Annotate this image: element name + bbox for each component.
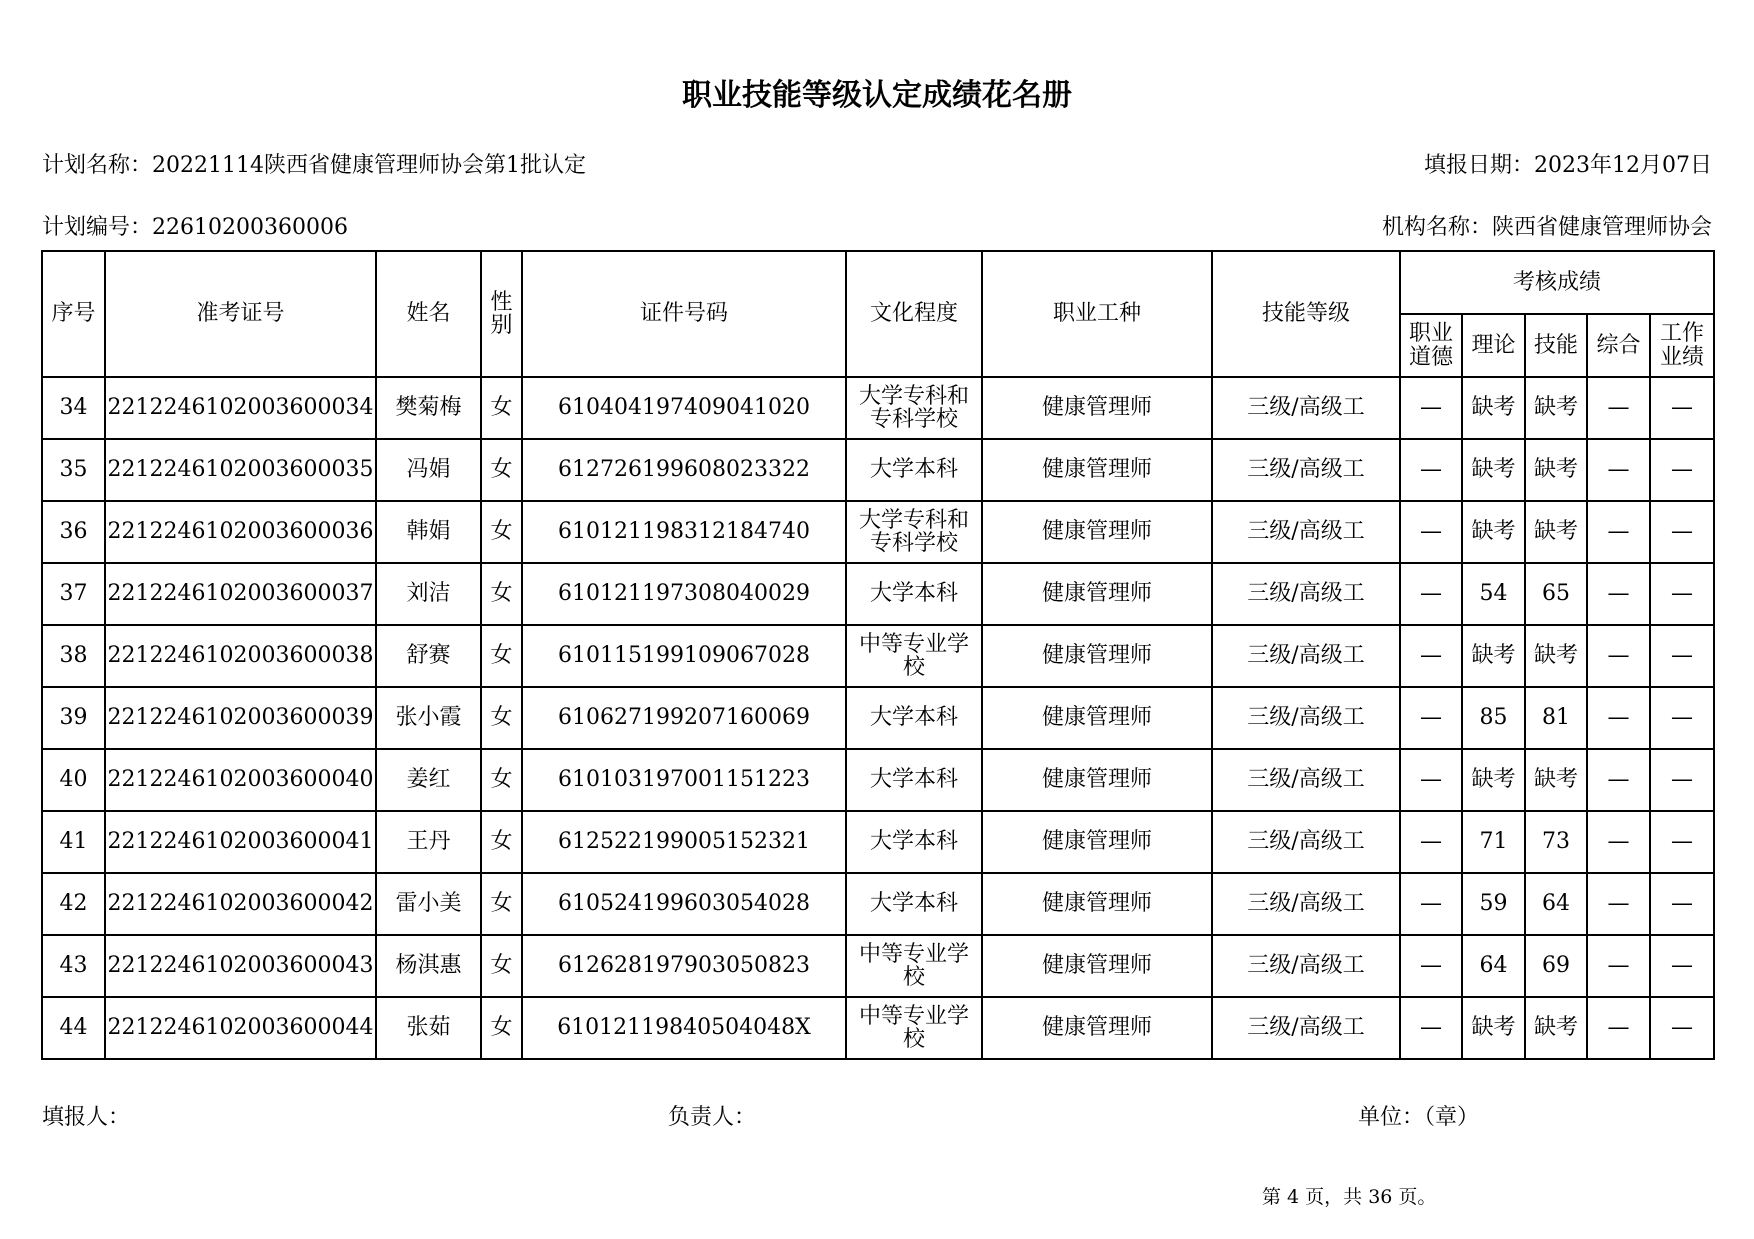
cell-comprehensive: — (1587, 439, 1650, 501)
cell-theory: 54 (1462, 563, 1525, 625)
cell-theory: 缺考 (1462, 439, 1525, 501)
table-row (42, 997, 1714, 1059)
header-id-no: 证件号码 (522, 251, 846, 377)
education-text: 大学本科 (869, 829, 958, 855)
header-ethics-label: 职业道德 (1408, 321, 1453, 370)
cell-education (846, 625, 982, 687)
cell-theory: 缺考 (1462, 501, 1525, 563)
header-seq: 序号 (42, 251, 105, 377)
cell-theory: 64 (1462, 935, 1525, 997)
cell-name: 樊菊梅 (376, 377, 481, 439)
org-name: 机构名称：陕西省健康管理师协会 (1381, 215, 1712, 240)
header-ethics (1400, 314, 1462, 377)
cell-comprehensive: — (1587, 997, 1650, 1059)
cell-occupation: 健康管理师 (982, 873, 1212, 935)
header-gender (481, 251, 522, 377)
cell-work-performance: — (1650, 439, 1714, 501)
cell-work-performance: — (1650, 935, 1714, 997)
cell-education (846, 749, 982, 811)
cell-exam-no: 2212246102003600043 (105, 935, 376, 997)
cell-seq: 39 (42, 687, 105, 749)
cell-comprehensive: — (1587, 749, 1650, 811)
header-work-performance (1650, 314, 1714, 377)
header-comprehensive: 综合 (1587, 314, 1650, 377)
cell-ethics: — (1400, 501, 1462, 563)
table-row (42, 563, 1714, 625)
cell-education (846, 811, 982, 873)
cell-skill-level: 三级/高级工 (1212, 997, 1400, 1059)
cell-exam-no: 2212246102003600042 (105, 873, 376, 935)
education-text: 大学本科 (869, 705, 958, 731)
cell-education (846, 439, 982, 501)
cell-theory: 缺考 (1462, 997, 1525, 1059)
cell-occupation: 健康管理师 (982, 439, 1212, 501)
education-text: 中等专业学校 (858, 631, 969, 680)
cell-education (846, 501, 982, 563)
cell-seq: 37 (42, 563, 105, 625)
header-occupation: 职业工种 (982, 251, 1212, 377)
cell-work-performance: — (1650, 501, 1714, 563)
cell-comprehensive: — (1587, 563, 1650, 625)
cell-occupation: 健康管理师 (982, 563, 1212, 625)
cell-skill: 缺考 (1525, 377, 1587, 439)
cell-ethics: — (1400, 873, 1462, 935)
cell-gender: 女 (481, 997, 522, 1059)
cell-id-no: 610121198312184740 (522, 501, 846, 563)
cell-skill: 缺考 (1525, 625, 1587, 687)
cell-skill-level: 三级/高级工 (1212, 935, 1400, 997)
header-exam-no: 准考证号 (105, 251, 376, 377)
cell-skill-level: 三级/高级工 (1212, 501, 1400, 563)
cell-ethics: — (1400, 377, 1462, 439)
cell-ethics: — (1400, 439, 1462, 501)
table-row (42, 873, 1714, 935)
cell-id-no: 612628197903050823 (522, 935, 846, 997)
header-work-performance-label: 工作业绩 (1659, 321, 1704, 370)
cell-theory: 85 (1462, 687, 1525, 749)
cell-occupation: 健康管理师 (982, 997, 1212, 1059)
cell-exam-no: 2212246102003600039 (105, 687, 376, 749)
header-name: 姓名 (376, 251, 481, 377)
cell-name: 舒赛 (376, 625, 481, 687)
cell-gender: 女 (481, 501, 522, 563)
cell-id-no: 610404197409041020 (522, 377, 846, 439)
cell-comprehensive: — (1587, 501, 1650, 563)
report-date: 填报日期：2023年12月07日 (1424, 153, 1712, 178)
header-assessment: 考核成绩 (1400, 251, 1714, 314)
cell-name: 杨淇惠 (376, 935, 481, 997)
cell-gender: 女 (481, 935, 522, 997)
cell-id-no: 610115199109067028 (522, 625, 846, 687)
cell-skill: 64 (1525, 873, 1587, 935)
header-education: 文化程度 (846, 251, 982, 377)
page-number: 第 4 页，共 36 页。 (1262, 1186, 1437, 1208)
education-text: 大学本科 (869, 891, 958, 917)
cell-seq: 44 (42, 997, 105, 1059)
header-skill-level: 技能等级 (1212, 251, 1400, 377)
cell-education (846, 377, 982, 439)
cell-skill: 65 (1525, 563, 1587, 625)
cell-exam-no: 2212246102003600044 (105, 997, 376, 1059)
education-text: 中等专业学校 (858, 941, 969, 990)
cell-id-no: 610103197001151223 (522, 749, 846, 811)
cell-exam-no: 2212246102003600035 (105, 439, 376, 501)
cell-seq: 40 (42, 749, 105, 811)
cell-skill-level: 三级/高级工 (1212, 873, 1400, 935)
table-row (42, 749, 1714, 811)
cell-education (846, 687, 982, 749)
cell-name: 张茹 (376, 997, 481, 1059)
cell-skill-level: 三级/高级工 (1212, 625, 1400, 687)
cell-work-performance: — (1650, 687, 1714, 749)
cell-gender: 女 (481, 439, 522, 501)
cell-theory: 缺考 (1462, 377, 1525, 439)
cell-education (846, 997, 982, 1059)
plan-name: 计划名称：20221114陕西省健康管理师协会第1批认定 (42, 153, 586, 178)
cell-occupation: 健康管理师 (982, 811, 1212, 873)
cell-skill: 69 (1525, 935, 1587, 997)
cell-seq: 35 (42, 439, 105, 501)
cell-theory: 71 (1462, 811, 1525, 873)
cell-comprehensive: — (1587, 811, 1650, 873)
cell-id-no: 610121197308040029 (522, 563, 846, 625)
cell-work-performance: — (1650, 563, 1714, 625)
cell-seq: 43 (42, 935, 105, 997)
cell-ethics: — (1400, 997, 1462, 1059)
table-row (42, 439, 1714, 501)
cell-comprehensive: — (1587, 687, 1650, 749)
footer-responsible: 负责人： (668, 1105, 757, 1130)
cell-skill: 缺考 (1525, 997, 1587, 1059)
roster-body (42, 377, 1714, 1059)
cell-skill-level: 三级/高级工 (1212, 687, 1400, 749)
cell-skill: 81 (1525, 687, 1587, 749)
cell-comprehensive: — (1587, 625, 1650, 687)
cell-exam-no: 2212246102003600037 (105, 563, 376, 625)
table-row (42, 501, 1714, 563)
cell-name: 张小霞 (376, 687, 481, 749)
cell-theory: 59 (1462, 873, 1525, 935)
cell-id-no: 61012119840504048X (522, 997, 846, 1059)
cell-id-no: 610524199603054028 (522, 873, 846, 935)
table-row (42, 625, 1714, 687)
cell-comprehensive: — (1587, 873, 1650, 935)
cell-ethics: — (1400, 687, 1462, 749)
cell-skill-level: 三级/高级工 (1212, 811, 1400, 873)
cell-education (846, 935, 982, 997)
cell-occupation: 健康管理师 (982, 377, 1212, 439)
cell-skill: 缺考 (1525, 439, 1587, 501)
footer-filler: 填报人： (42, 1105, 131, 1130)
cell-comprehensive: — (1587, 377, 1650, 439)
cell-name: 王丹 (376, 811, 481, 873)
cell-occupation: 健康管理师 (982, 625, 1212, 687)
cell-seq: 34 (42, 377, 105, 439)
cell-theory: 缺考 (1462, 749, 1525, 811)
cell-seq: 42 (42, 873, 105, 935)
cell-seq: 41 (42, 811, 105, 873)
header-theory: 理论 (1462, 314, 1525, 377)
cell-work-performance: — (1650, 811, 1714, 873)
education-text: 大学本科 (869, 457, 958, 483)
cell-skill-level: 三级/高级工 (1212, 563, 1400, 625)
cell-occupation: 健康管理师 (982, 501, 1212, 563)
cell-theory: 缺考 (1462, 625, 1525, 687)
cell-ethics: — (1400, 749, 1462, 811)
page-title: 职业技能等级认定成绩花名册 (682, 78, 1072, 113)
cell-ethics: — (1400, 811, 1462, 873)
cell-gender: 女 (481, 377, 522, 439)
table-row (42, 935, 1714, 997)
cell-work-performance: — (1650, 749, 1714, 811)
plan-number: 计划编号：22610200360006 (42, 215, 348, 240)
cell-skill: 73 (1525, 811, 1587, 873)
cell-occupation: 健康管理师 (982, 687, 1212, 749)
cell-skill-level: 三级/高级工 (1212, 439, 1400, 501)
cell-occupation: 健康管理师 (982, 935, 1212, 997)
table-row (42, 687, 1714, 749)
cell-seq: 38 (42, 625, 105, 687)
education-text: 大学专科和专科学校 (858, 383, 969, 432)
cell-ethics: — (1400, 625, 1462, 687)
cell-occupation: 健康管理师 (982, 749, 1212, 811)
cell-id-no: 612522199005152321 (522, 811, 846, 873)
cell-education (846, 873, 982, 935)
cell-seq: 36 (42, 501, 105, 563)
cell-name: 刘洁 (376, 563, 481, 625)
cell-gender: 女 (481, 687, 522, 749)
cell-work-performance: — (1650, 625, 1714, 687)
cell-comprehensive: — (1587, 935, 1650, 997)
cell-education (846, 563, 982, 625)
footer-unit: 单位：（章） (1358, 1105, 1480, 1130)
cell-exam-no: 2212246102003600038 (105, 625, 376, 687)
cell-skill-level: 三级/高级工 (1212, 377, 1400, 439)
header-skill: 技能 (1525, 314, 1587, 377)
score-roster-table (41, 250, 1715, 1060)
cell-name: 韩娟 (376, 501, 481, 563)
cell-skill-level: 三级/高级工 (1212, 749, 1400, 811)
cell-gender: 女 (481, 873, 522, 935)
header-gender-label: 性别 (490, 289, 513, 338)
table-row (42, 811, 1714, 873)
cell-gender: 女 (481, 563, 522, 625)
education-text: 大学本科 (869, 581, 958, 607)
cell-name: 冯娟 (376, 439, 481, 501)
cell-id-no: 610627199207160069 (522, 687, 846, 749)
table-row (42, 377, 1714, 439)
cell-ethics: — (1400, 563, 1462, 625)
cell-work-performance: — (1650, 873, 1714, 935)
education-text: 大学本科 (869, 767, 958, 793)
cell-exam-no: 2212246102003600036 (105, 501, 376, 563)
cell-gender: 女 (481, 811, 522, 873)
cell-id-no: 612726199608023322 (522, 439, 846, 501)
cell-gender: 女 (481, 625, 522, 687)
cell-exam-no: 2212246102003600041 (105, 811, 376, 873)
education-text: 中等专业学校 (858, 1003, 969, 1052)
cell-work-performance: — (1650, 377, 1714, 439)
cell-skill: 缺考 (1525, 501, 1587, 563)
cell-gender: 女 (481, 749, 522, 811)
cell-work-performance: — (1650, 997, 1714, 1059)
cell-exam-no: 2212246102003600034 (105, 377, 376, 439)
cell-ethics: — (1400, 935, 1462, 997)
cell-exam-no: 2212246102003600040 (105, 749, 376, 811)
cell-skill: 缺考 (1525, 749, 1587, 811)
education-text: 大学专科和专科学校 (858, 507, 969, 556)
cell-name: 姜红 (376, 749, 481, 811)
cell-name: 雷小美 (376, 873, 481, 935)
